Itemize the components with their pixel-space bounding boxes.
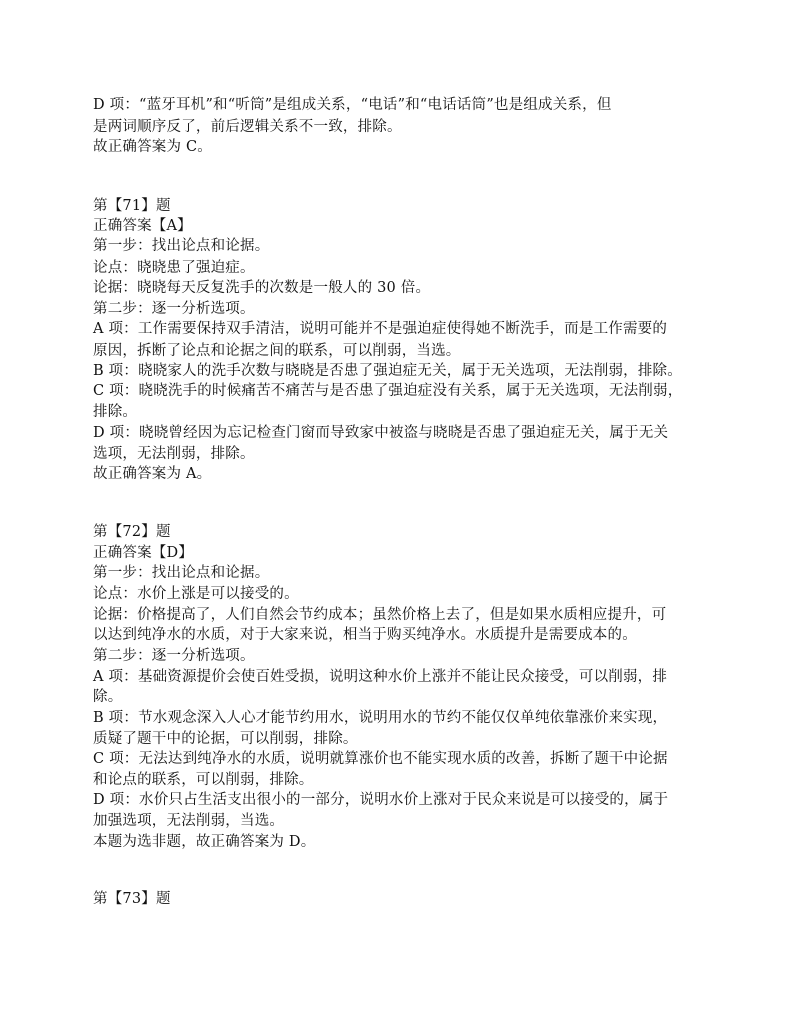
text-line: 是两词顺序反了，前后逻辑关系不一致，排除。	[93, 119, 402, 135]
question-title: 第【73】题	[93, 891, 171, 907]
text-line: B 项：节水观念深入人心才能节约用水，说明用水的节约不能仅仅单纯依靠涨价来实现，	[93, 710, 668, 726]
text-line: D 项：水价只占生活支出很小的一部分，说明水价上涨对于民众来说是可以接受的，属于	[93, 792, 669, 808]
correct-answer: 正确答案【A】	[93, 218, 192, 234]
text-line: 除。	[93, 689, 123, 705]
text-line: 故正确答案为 C。	[93, 139, 213, 155]
text-line: 本题为选非题，故正确答案为 D。	[93, 834, 316, 850]
text-line: D 项：“蓝牙耳机”和“听筒”是组成关系，“电话”和“电话话筒”也是组成关系，但	[93, 97, 612, 113]
correct-answer: 正确答案【D】	[93, 545, 194, 561]
text-line: 论点：晓晓患了强迫症。	[93, 260, 255, 276]
text-line: A 项：基础资源提价会使百姓受损，说明这种水价上涨并不能让民众接受，可以削弱，排	[93, 669, 668, 685]
text-line: 第一步：找出论点和论据。	[93, 238, 270, 254]
text-line: 论据：价格提高了，人们自然会节约成本；虽然价格上去了，但是如果水质相应提升，可	[93, 607, 667, 623]
text-line: 选项，无法削弱，排除。	[93, 446, 255, 462]
question-title: 第【72】题	[93, 524, 171, 540]
text-line: 和论点的联系，可以削弱，排除。	[93, 772, 314, 788]
text-line: 第二步：逐一分析选项。	[93, 301, 255, 317]
text-line: 故正确答案为 A。	[93, 466, 212, 482]
text-line: 原因，拆断了论点和论据之间的联系，可以削弱，当选。	[93, 343, 461, 359]
text-line: 第一步：找出论点和论据。	[93, 565, 270, 581]
text-line: D 项：晓晓曾经因为忘记检查门窗而导致家中被盗与晓晓是否患了强迫症无关，属于无关	[93, 425, 669, 441]
text-line: 以达到纯净水的水质，对于大家来说，相当于购买纯净水。水质提升是需要成本的。	[93, 627, 637, 643]
text-line: 第二步：逐一分析选项。	[93, 648, 255, 664]
text-line: C 项：晓晓洗手的时候痛苦不痛苦与是否患了强迫症没有关系，属于无关选项，无法削弱，	[93, 383, 683, 399]
text-line: 论据：晓晓每天反复洗手的次数是一般人的 30 倍。	[93, 280, 431, 296]
text-line: 质疑了题干中的论据，可以削弱，排除。	[93, 731, 358, 747]
text-line: B 项：晓晓家人的洗手次数与晓晓是否患了强迫症无关，属于无关选项，无法削弱，排除。	[93, 363, 682, 379]
text-line: A 项：工作需要保持双手清洁，说明可能并不是强迫症使得她不断洗手，而是工作需要的	[93, 321, 668, 337]
question-title: 第【71】题	[93, 198, 171, 214]
text-line: 论点：水价上涨是可以接受的。	[93, 586, 299, 602]
text-line: C 项：无法达到纯净水的水质，说明就算涨价也不能实现水质的改善，拆断了题干中论据	[93, 751, 668, 767]
text-line: 加强选项，无法削弱，当选。	[93, 813, 285, 829]
text-line: 排除。	[93, 404, 138, 420]
